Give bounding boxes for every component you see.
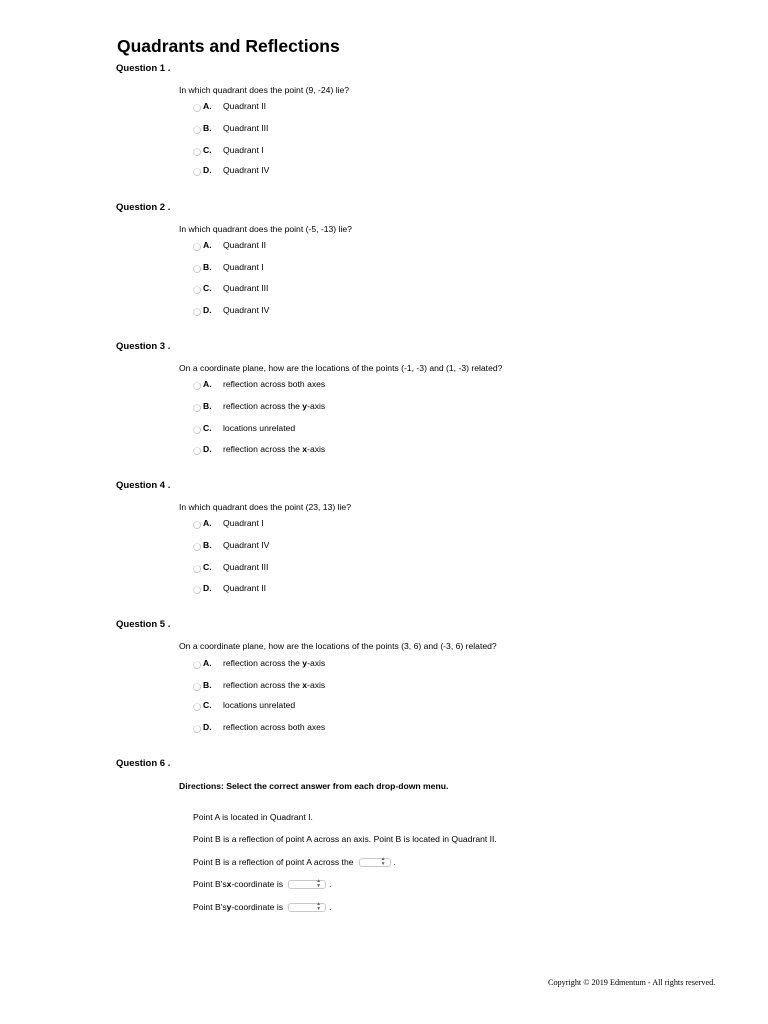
option-text: reflection across the x-axis xyxy=(223,680,326,690)
option-letter: B. xyxy=(203,680,212,690)
radio-button[interactable] xyxy=(193,148,201,156)
radio-button[interactable] xyxy=(193,521,201,529)
radio-button[interactable] xyxy=(193,265,201,273)
option-text: locations unrelated xyxy=(223,700,296,710)
radio-button[interactable] xyxy=(193,286,201,294)
question-6-directions: Directions: Select the correct answer from each drop-down menu. xyxy=(179,781,449,791)
radio-button[interactable] xyxy=(193,447,201,455)
question-5-option-a[interactable] xyxy=(193,657,553,669)
option-text: locations unrelated xyxy=(223,423,296,433)
option-text: Quadrant I xyxy=(223,145,264,155)
option-letter: D. xyxy=(203,722,212,732)
option-text: reflection across both axes xyxy=(223,722,326,732)
option-letter: A. xyxy=(203,240,212,250)
radio-button[interactable] xyxy=(193,168,201,176)
question-5-option-d[interactable] xyxy=(193,721,553,733)
option-letter: C. xyxy=(203,423,212,433)
question-1-option-d[interactable] xyxy=(193,164,553,176)
option-text: Quadrant IV xyxy=(223,305,270,315)
option-letter: A. xyxy=(203,101,212,111)
option-letter: B. xyxy=(203,540,212,550)
option-text: Quadrant IV xyxy=(223,165,270,175)
radio-button[interactable] xyxy=(193,126,201,134)
radio-button[interactable] xyxy=(193,683,201,691)
question-4-prompt: In which quadrant does the point (23, 13) lie? xyxy=(179,502,351,512)
question-4-option-c[interactable] xyxy=(193,561,553,573)
option-text: reflection across the y-axis xyxy=(223,658,326,668)
updown-arrow-icon: ▲ ▼ xyxy=(316,901,322,912)
option-text: Quadrant III xyxy=(223,123,269,133)
question-1-prompt: In which quadrant does the point (9, -24) lie? xyxy=(179,85,350,95)
question-4-option-a[interactable] xyxy=(193,517,553,529)
option-letter: A. xyxy=(203,658,212,668)
updown-arrow-icon: ▲ ▼ xyxy=(316,878,322,889)
question-1-label: Question 1 . xyxy=(116,63,171,74)
radio-button[interactable] xyxy=(193,404,201,412)
question-3-option-d[interactable] xyxy=(193,443,553,455)
option-letter: B. xyxy=(203,123,212,133)
question-2-label: Question 2 . xyxy=(116,202,171,213)
page-title: Quadrants and Reflections xyxy=(117,36,340,56)
option-letter: A. xyxy=(203,379,212,389)
option-letter: D. xyxy=(203,444,212,454)
radio-button[interactable] xyxy=(193,382,201,390)
option-text: Quadrant III xyxy=(223,562,269,572)
question-1-option-a[interactable] xyxy=(193,100,553,112)
question-3-option-b[interactable] xyxy=(193,400,553,412)
option-text: Quadrant II xyxy=(223,583,266,593)
option-text: Quadrant II xyxy=(223,101,266,111)
statement-point-b: Point B is a reflection of point A across an axis. Point B is located in Quadrant II. xyxy=(193,834,497,844)
radio-button[interactable] xyxy=(193,586,201,594)
statement-y-coordinate: Point B's y -coordinate is ▲ ▼ . xyxy=(193,901,332,912)
question-3-option-a[interactable] xyxy=(193,378,553,390)
option-letter: C. xyxy=(203,283,212,293)
question-5-option-b[interactable] xyxy=(193,679,553,691)
question-2-prompt: In which quadrant does the point (-5, -13) lie? xyxy=(179,224,352,234)
option-text: Quadrant III xyxy=(223,283,269,293)
option-text: reflection across both axes xyxy=(223,379,326,389)
question-2-option-c[interactable] xyxy=(193,282,553,294)
option-letter: B. xyxy=(203,401,212,411)
radio-button[interactable] xyxy=(193,426,201,434)
option-letter: C. xyxy=(203,700,212,710)
statement-x-coordinate: Point B's x -coordinate is ▲ ▼ . xyxy=(193,878,332,889)
option-letter: B. xyxy=(203,262,212,272)
radio-button[interactable] xyxy=(193,565,201,573)
question-6-label: Question 6 . xyxy=(116,758,171,769)
question-3-option-c[interactable] xyxy=(193,422,553,434)
question-2-option-a[interactable] xyxy=(193,239,553,251)
question-5-option-c[interactable] xyxy=(193,699,553,711)
radio-button[interactable] xyxy=(193,243,201,251)
question-3-label: Question 3 . xyxy=(116,341,171,352)
option-letter: A. xyxy=(203,518,212,528)
option-letter: C. xyxy=(203,145,212,155)
statement-point-a: Point A is located in Quadrant I. xyxy=(193,812,313,822)
copyright-footer: Copyright © 2019 Edmentum - All rights reserved. xyxy=(548,978,716,987)
option-text: Quadrant II xyxy=(223,240,266,250)
x-coordinate-dropdown[interactable] xyxy=(288,880,326,889)
question-4-option-d[interactable] xyxy=(193,582,553,594)
radio-button[interactable] xyxy=(193,104,201,112)
statement-reflection-axis: Point B is a reflection of point A across the ▲ ▼ . xyxy=(193,856,396,867)
question-4-label: Question 4 . xyxy=(116,480,171,491)
option-text: reflection across the y-axis xyxy=(223,401,326,411)
option-text: reflection across the x-axis xyxy=(223,444,326,454)
axis-dropdown[interactable] xyxy=(359,858,391,867)
question-2-option-b[interactable] xyxy=(193,261,553,273)
question-1-option-c[interactable] xyxy=(193,144,553,156)
question-5-label: Question 5 . xyxy=(116,619,171,630)
radio-button[interactable] xyxy=(193,725,201,733)
option-letter: D. xyxy=(203,305,212,315)
question-1-option-b[interactable] xyxy=(193,122,553,134)
radio-button[interactable] xyxy=(193,543,201,551)
question-4-option-b[interactable] xyxy=(193,539,553,551)
radio-button[interactable] xyxy=(193,661,201,669)
y-coordinate-dropdown[interactable] xyxy=(288,903,326,912)
radio-button[interactable] xyxy=(193,703,201,711)
radio-button[interactable] xyxy=(193,308,201,316)
question-3-prompt: On a coordinate plane, how are the locations of the points (-1, -3) and (1, -3) related? xyxy=(179,363,503,373)
option-text: Quadrant IV xyxy=(223,540,270,550)
question-5-prompt: On a coordinate plane, how are the locations of the points (3, 6) and (-3, 6) related? xyxy=(179,641,497,651)
updown-arrow-icon: ▲ ▼ xyxy=(380,856,386,867)
option-text: Quadrant I xyxy=(223,518,264,528)
option-text: Quadrant I xyxy=(223,262,264,272)
option-letter: C. xyxy=(203,562,212,572)
option-letter: D. xyxy=(203,165,212,175)
option-letter: D. xyxy=(203,583,212,593)
question-2-option-d[interactable] xyxy=(193,304,553,316)
